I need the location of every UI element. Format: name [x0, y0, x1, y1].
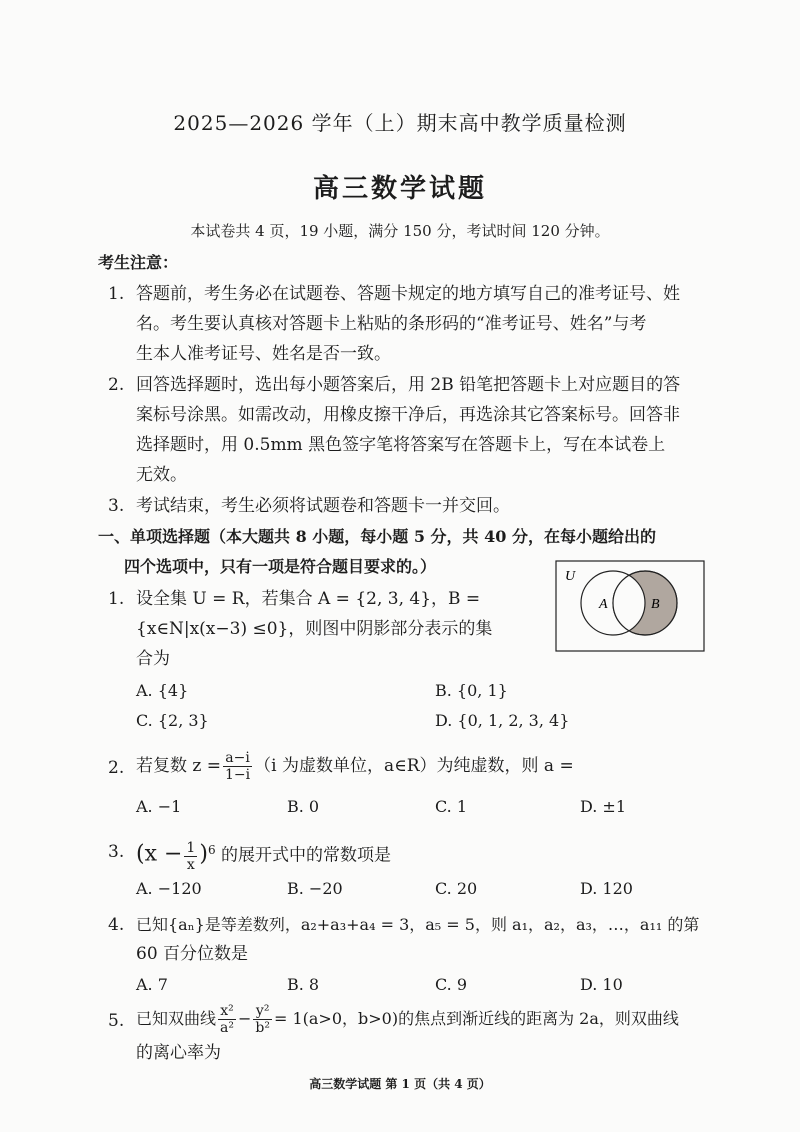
q3-frac-num: 1 — [186, 839, 196, 856]
page-title: 高三数学试题 — [312, 174, 487, 204]
q3-option-d: D. 120 — [580, 879, 633, 898]
q3-power: 6 — [207, 843, 216, 857]
notice-2-line-4: 无效。 — [136, 465, 187, 485]
q1-line-3: 合为 — [136, 649, 170, 669]
notice-2-line-2: 案标号涂黑。如需改动，用橡皮擦干净后，再选涂其它答案标号。回答非 — [136, 405, 680, 425]
q3-expr-pre: (x − — [136, 841, 183, 867]
q4-option-b: B. 8 — [287, 975, 320, 994]
q4-option-a: A. 7 — [136, 975, 168, 994]
notice-2-line-3: 选择题时，用 0.5mm 黑色签字笔将答案写在答题卡上，写在本试卷上 — [136, 435, 666, 455]
q3-text: 的展开式中的常数项是 — [220, 845, 391, 866]
q3-stem — [136, 830, 391, 876]
q3-number: 3. — [108, 842, 125, 862]
section-heading-line-2: 四个选项中，只有一项是符合题目要求的。） — [124, 557, 437, 576]
q3-option-c: C. 20 — [435, 879, 478, 898]
q3-fraction — [184, 840, 197, 873]
exam-info: 本试卷共 4 页，19 小题，满分 150 分，考试时间 120 分钟。 — [190, 222, 610, 240]
q4-number: 4. — [108, 915, 125, 935]
q2-text-pre: 若复数 z = — [136, 756, 222, 776]
q5-fraction-y — [253, 1003, 272, 1036]
q5-f2-num: y² — [253, 1003, 272, 1020]
q2-stem — [136, 748, 574, 784]
notice-1-line-1: 答题前，考生务必在试题卷、答题卡规定的地方填写自己的准考证号、姓 — [136, 284, 680, 304]
q5-fraction-x — [218, 1003, 236, 1036]
q2-number: 2. — [108, 758, 125, 778]
q5-f2-den: b² — [255, 1020, 270, 1036]
q3-option-b: B. −20 — [287, 879, 343, 898]
q5-stem — [136, 999, 679, 1039]
q2-option-d: D. ±1 — [580, 797, 627, 816]
q2-option-a: A. −1 — [136, 797, 182, 816]
q2-option-c: C. 1 — [435, 797, 468, 816]
q2-text-post: （i 为虚数单位，a∈R）为纯虚数，则 a = — [254, 756, 574, 776]
q1-line-1: 设全集 U = R，若集合 A = {2, 3, 4}，B = — [136, 589, 481, 609]
q1-option-c: C. {2, 3} — [136, 711, 209, 730]
q5-text-pre: 已知双曲线 — [136, 1009, 217, 1028]
exam-header: 2025—2026 学年（上）期末高中教学质量检测 — [173, 111, 627, 135]
notice-num-2: 2. — [108, 375, 125, 395]
q5-f1-num: x² — [218, 1003, 236, 1020]
q3-option-a: A. −120 — [136, 879, 202, 898]
q5-f1-den: a² — [220, 1020, 234, 1036]
q5-line-2: 的离心率为 — [136, 1043, 221, 1063]
q1-option-a: A. {4} — [136, 681, 189, 700]
q5-minus: − — [237, 1009, 252, 1028]
notice-3-line-1: 考试结束，考生必须将试题卷和答题卡一并交回。 — [136, 496, 510, 516]
section-heading-line-1: 一、单项选择题（本大题共 8 小题，每小题 5 分，共 40 分，在每小题给出的 — [98, 527, 656, 546]
notice-1-line-2: 名。考生要认真核对答题卡上粘贴的条形码的“准考证号、姓名”与考 — [136, 314, 647, 334]
q4-line-2: 60 百分位数是 — [136, 944, 249, 964]
q5-number: 5. — [108, 1011, 125, 1031]
notice-1-line-3: 生本人准考证号、姓名是否一致。 — [136, 344, 391, 364]
q1-option-b: B. {0, 1} — [435, 681, 508, 700]
notice-num-3: 3. — [108, 496, 125, 516]
q4-line-1: 已知{aₙ}是等差数列，a₂+a₃+a₄ = 3，a₅ = 5，则 a₁，a₂，a₃，…，a₁₁ 的第 — [136, 915, 700, 934]
q4-option-d: D. 10 — [580, 975, 623, 994]
q2-frac-num: a−i — [223, 750, 252, 767]
q5-text-post: = 1(a>0，b>0)的焦点到渐近线的距离为 2a，则双曲线 — [273, 1009, 679, 1028]
venn-label-b: B — [651, 597, 660, 612]
q2-frac-den: 1−i — [225, 767, 251, 783]
notice-num-1: 1. — [108, 284, 125, 304]
notice-heading: 考生注意： — [98, 253, 179, 272]
q3-expr-post: ) — [199, 841, 208, 867]
venn-diagram — [555, 560, 705, 652]
q1-option-d: D. {0, 1, 2, 3, 4} — [435, 711, 570, 730]
q4-option-c: C. 9 — [435, 975, 468, 994]
q1-number: 1. — [108, 589, 125, 609]
q2-fraction — [223, 750, 252, 783]
page-footer: 高三数学试题 第 1 页（共 4 页） — [309, 1077, 491, 1091]
q2-option-b: B. 0 — [287, 797, 320, 816]
q1-line-2: {x∈N|x(x−3) ≤0}，则图中阴影部分表示的集 — [136, 619, 493, 639]
venn-label-a: A — [599, 597, 608, 612]
notice-2-line-1: 回答选择题时，选出每小题答案后，用 2B 铅笔把答题卡上对应题目的答 — [136, 375, 681, 395]
venn-label-u: U — [565, 569, 576, 584]
q3-frac-den: x — [186, 856, 195, 873]
